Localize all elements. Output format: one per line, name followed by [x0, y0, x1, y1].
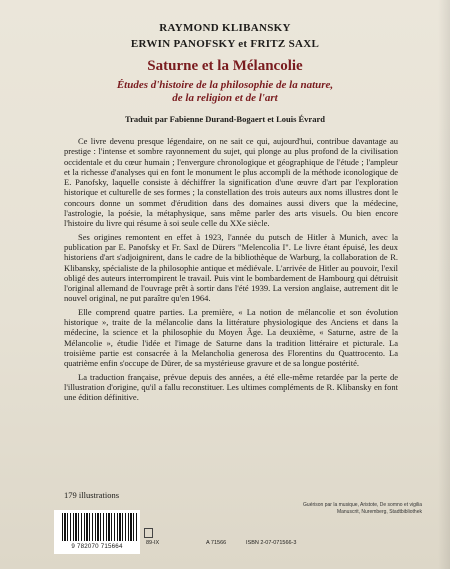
illustrations-count: 179 illustrations — [64, 490, 120, 500]
blurb-paragraph-2: Ses origines remontent en effet à 1923, l'année du putsch de Hitler à Munich, avec la publication par E. Panofsky et Fr. Saxl de Dürers "Melencolia I". Le livre étant épuisé, les deux historiens d'art s'adjoignirent, dans le cadre de la bibliothèque de Warburg, la collaboration de R. Klibansky, spécialiste de la philosophie antique et médiévale. L'arrivée de Hitler au pouvoir, l'exil obligé des auteurs interrompirent le travail. Puis vint le bombardement de Hambourg qui détruisit l'original allemand de l'ouvrage prêt à sortir dans l'été 1939. La version anglaise, autrement dit le nouvel original, ne put paraître qu'en 1964. — [64, 231, 398, 304]
caption-line-2: Manuscrit, Nuremberg, Stadtbibliothek — [336, 508, 422, 515]
blurb-text — [64, 136, 398, 405]
translators: Traduit par Fabienne Durand-Bogaert et Louis Évrard — [125, 114, 325, 124]
cover-image-caption — [232, 502, 422, 515]
publisher-mark-icon — [144, 528, 153, 538]
blurb-paragraph-3: Elle comprend quatre parties. La première, « La notion de mélancolie et son évolution historique », traite de la mélancolie dans la littérature physiologique des Anciens et dans la médecine, la science et la philosophie du Moyen Âge. La deuxième, « Saturne, astre de la Mélancolie », étudie l'idée et l'image de Saturne dans la tradition littéraire et picturale. La troisième partie est consacrée à la Melancholia generosa des Florentins du Quattrocento. La quatrième enfin s'occupe de Dürer, de sa mystérieuse gravure et de sa longue postérité. — [64, 306, 398, 369]
blurb-paragraph-4: La traduction française, prévue depuis des années, a été elle-même retardée par la perte de l'illustration d'origine, qu'il a fallu reconstituer. Les ultimes compléments de R. Klibansky en font une édition définitive. — [64, 371, 398, 403]
subtitle-line-2: de la religion et de l'art — [172, 92, 278, 104]
caption-line-1: Guérison par la musique, Aristote, De somno et vigilia — [303, 502, 422, 508]
barcode-number: 9 782070 715664 — [71, 543, 123, 550]
subtitle-line-1: Études d'histoire de la philosophie de la nature, — [116, 79, 334, 91]
book-title: Saturne et la Mélancolie — [147, 58, 303, 74]
barcode — [54, 510, 140, 554]
author-line-2: ERWIN PANOFSKY et FRITZ SAXL — [130, 38, 320, 50]
isbn: ISBN 2-07-071566-3 — [246, 540, 297, 546]
blurb-paragraph-1: Ce livre devenu presque légendaire, on ne sait ce qui, aujourd'hui, contribue davantage au prestige : l'intense et sombre rayonnement du sujet, qui plonge au plus profond de la civilisation occidentale et du cœur humain ; l'envergure chronologique et géographique de l'étude ; l'ampleur et la richesse d'analyses qui en font le monument le plus accompli de la méthode iconologique de E. Panofsky, laquelle consiste à déchiffrer la signification d'une œuvre d'art par l'exploration historique et culturelle de ses formes ; la constellation des trois auteurs aux noms illustres dont le concours donne un sommet d'érudition dans des domaines aussi divers que la médecine, l'astrologie, la poésie, la métaphysique, sans même parler des arts visuels. Ou bien encore l'histoire du livre qui résume à soi seule celle du XXe siècle. — [64, 136, 398, 229]
author-line-1: RAYMOND KLIBANSKY — [159, 22, 291, 34]
publisher-code: 89-IX — [146, 540, 160, 546]
product-code: A 71566 — [206, 540, 227, 546]
barcode-bars-icon — [62, 513, 138, 541]
